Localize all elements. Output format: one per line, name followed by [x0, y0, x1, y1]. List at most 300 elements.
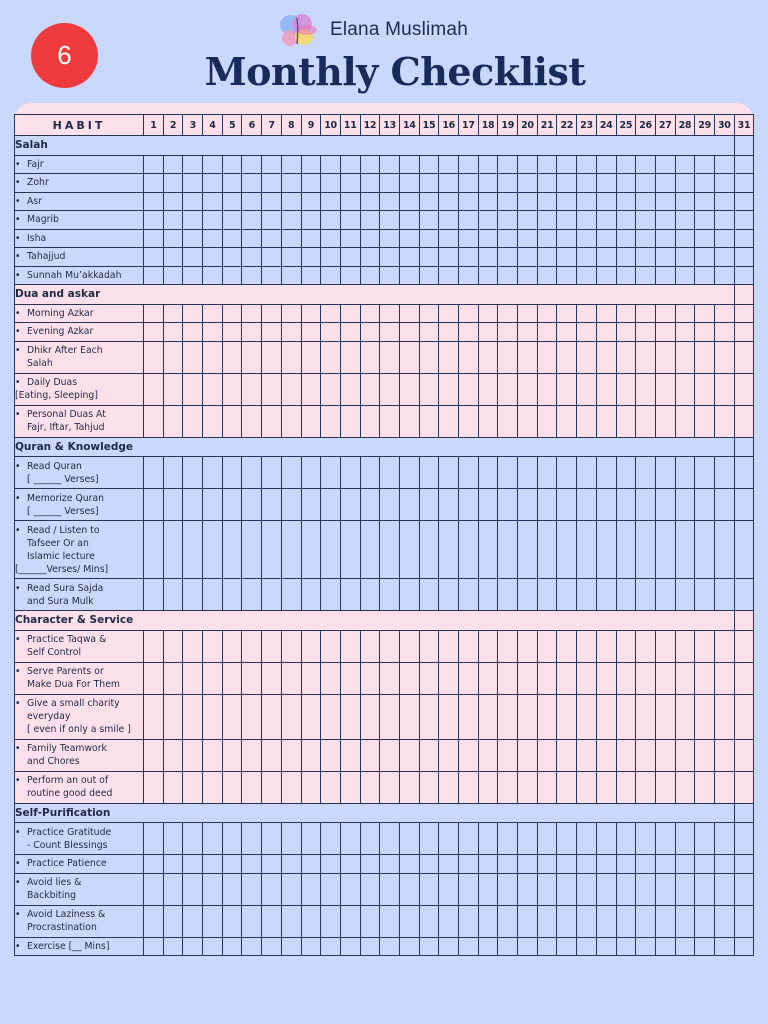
day-checkbox-cell[interactable]: [222, 579, 242, 611]
day-checkbox-cell[interactable]: [262, 771, 282, 803]
day-checkbox-cell[interactable]: [399, 521, 419, 579]
day-checkbox-cell[interactable]: [281, 192, 301, 211]
day-checkbox-cell[interactable]: [675, 489, 695, 521]
day-checkbox-cell[interactable]: [596, 579, 616, 611]
day-checkbox-cell[interactable]: [203, 248, 223, 267]
day-checkbox-cell[interactable]: [203, 662, 223, 694]
day-checkbox-cell[interactable]: [183, 905, 203, 937]
day-checkbox-cell[interactable]: [380, 211, 400, 230]
day-checkbox-cell[interactable]: [498, 662, 518, 694]
day-checkbox-cell[interactable]: [163, 248, 183, 267]
day-checkbox-cell[interactable]: [380, 304, 400, 323]
day-checkbox-cell[interactable]: [577, 771, 597, 803]
day-checkbox-cell[interactable]: [301, 304, 321, 323]
day-checkbox-cell[interactable]: [301, 373, 321, 405]
day-checkbox-cell[interactable]: [380, 662, 400, 694]
day-checkbox-cell[interactable]: [439, 373, 459, 405]
day-checkbox-cell[interactable]: [557, 211, 577, 230]
day-checkbox-cell[interactable]: [399, 304, 419, 323]
day-checkbox-cell[interactable]: [262, 341, 282, 373]
day-checkbox-cell[interactable]: [537, 937, 557, 956]
day-checkbox-cell[interactable]: [281, 662, 301, 694]
day-checkbox-cell[interactable]: [439, 771, 459, 803]
day-checkbox-cell[interactable]: [459, 739, 479, 771]
day-checkbox-cell[interactable]: [301, 937, 321, 956]
day-checkbox-cell[interactable]: [577, 823, 597, 855]
day-checkbox-cell[interactable]: [577, 457, 597, 489]
day-checkbox-cell[interactable]: [183, 937, 203, 956]
day-checkbox-cell[interactable]: [577, 662, 597, 694]
day-checkbox-cell[interactable]: [203, 155, 223, 174]
day-checkbox-cell[interactable]: [596, 457, 616, 489]
day-checkbox-cell[interactable]: [518, 341, 538, 373]
day-checkbox-cell[interactable]: [301, 405, 321, 437]
day-checkbox-cell[interactable]: [734, 192, 754, 211]
day-checkbox-cell[interactable]: [636, 694, 656, 739]
day-checkbox-cell[interactable]: [616, 248, 636, 267]
day-checkbox-cell[interactable]: [655, 905, 675, 937]
day-checkbox-cell[interactable]: [380, 457, 400, 489]
day-checkbox-cell[interactable]: [321, 521, 341, 579]
day-checkbox-cell[interactable]: [262, 266, 282, 285]
day-checkbox-cell[interactable]: [518, 489, 538, 521]
day-checkbox-cell[interactable]: [714, 489, 734, 521]
day-checkbox-cell[interactable]: [557, 662, 577, 694]
day-checkbox-cell[interactable]: [360, 489, 380, 521]
day-checkbox-cell[interactable]: [655, 248, 675, 267]
day-checkbox-cell[interactable]: [203, 694, 223, 739]
day-checkbox-cell[interactable]: [537, 155, 557, 174]
day-checkbox-cell[interactable]: [419, 489, 439, 521]
day-checkbox-cell[interactable]: [281, 489, 301, 521]
day-checkbox-cell[interactable]: [380, 229, 400, 248]
day-checkbox-cell[interactable]: [557, 855, 577, 874]
day-checkbox-cell[interactable]: [360, 155, 380, 174]
day-checkbox-cell[interactable]: [301, 771, 321, 803]
day-checkbox-cell[interactable]: [360, 192, 380, 211]
day-checkbox-cell[interactable]: [734, 304, 754, 323]
day-checkbox-cell[interactable]: [360, 873, 380, 905]
day-checkbox-cell[interactable]: [281, 694, 301, 739]
day-checkbox-cell[interactable]: [459, 630, 479, 662]
day-checkbox-cell[interactable]: [222, 229, 242, 248]
day-checkbox-cell[interactable]: [478, 211, 498, 230]
day-checkbox-cell[interactable]: [459, 373, 479, 405]
day-checkbox-cell[interactable]: [518, 192, 538, 211]
day-checkbox-cell[interactable]: [262, 905, 282, 937]
day-checkbox-cell[interactable]: [459, 304, 479, 323]
day-checkbox-cell[interactable]: [537, 405, 557, 437]
day-checkbox-cell[interactable]: [242, 174, 262, 193]
day-checkbox-cell[interactable]: [321, 771, 341, 803]
day-checkbox-cell[interactable]: [577, 521, 597, 579]
day-checkbox-cell[interactable]: [577, 155, 597, 174]
day-checkbox-cell[interactable]: [144, 174, 164, 193]
day-checkbox-cell[interactable]: [714, 694, 734, 739]
day-checkbox-cell[interactable]: [577, 192, 597, 211]
day-checkbox-cell[interactable]: [537, 694, 557, 739]
day-checkbox-cell[interactable]: [262, 662, 282, 694]
day-checkbox-cell[interactable]: [695, 521, 715, 579]
day-checkbox-cell[interactable]: [281, 248, 301, 267]
day-checkbox-cell[interactable]: [655, 873, 675, 905]
day-checkbox-cell[interactable]: [655, 266, 675, 285]
day-checkbox-cell[interactable]: [695, 266, 715, 285]
day-checkbox-cell[interactable]: [439, 739, 459, 771]
day-checkbox-cell[interactable]: [399, 579, 419, 611]
day-checkbox-cell[interactable]: [144, 405, 164, 437]
day-checkbox-cell[interactable]: [419, 373, 439, 405]
day-checkbox-cell[interactable]: [537, 192, 557, 211]
day-checkbox-cell[interactable]: [380, 905, 400, 937]
day-checkbox-cell[interactable]: [360, 304, 380, 323]
day-checkbox-cell[interactable]: [340, 873, 360, 905]
day-checkbox-cell[interactable]: [636, 155, 656, 174]
day-checkbox-cell[interactable]: [183, 823, 203, 855]
day-checkbox-cell[interactable]: [183, 323, 203, 342]
day-checkbox-cell[interactable]: [360, 630, 380, 662]
day-checkbox-cell[interactable]: [360, 855, 380, 874]
day-checkbox-cell[interactable]: [478, 771, 498, 803]
day-checkbox-cell[interactable]: [695, 192, 715, 211]
day-checkbox-cell[interactable]: [380, 521, 400, 579]
day-checkbox-cell[interactable]: [301, 155, 321, 174]
day-checkbox-cell[interactable]: [183, 457, 203, 489]
day-checkbox-cell[interactable]: [596, 739, 616, 771]
day-checkbox-cell[interactable]: [262, 694, 282, 739]
day-checkbox-cell[interactable]: [242, 905, 262, 937]
day-checkbox-cell[interactable]: [340, 937, 360, 956]
day-checkbox-cell[interactable]: [498, 694, 518, 739]
day-checkbox-cell[interactable]: [459, 855, 479, 874]
day-checkbox-cell[interactable]: [498, 771, 518, 803]
day-checkbox-cell[interactable]: [655, 521, 675, 579]
day-checkbox-cell[interactable]: [498, 304, 518, 323]
day-checkbox-cell[interactable]: [596, 323, 616, 342]
day-checkbox-cell[interactable]: [478, 855, 498, 874]
day-checkbox-cell[interactable]: [655, 855, 675, 874]
day-checkbox-cell[interactable]: [636, 457, 656, 489]
day-checkbox-cell[interactable]: [203, 739, 223, 771]
day-checkbox-cell[interactable]: [439, 937, 459, 956]
day-checkbox-cell[interactable]: [439, 489, 459, 521]
day-checkbox-cell[interactable]: [695, 739, 715, 771]
day-checkbox-cell[interactable]: [163, 905, 183, 937]
day-checkbox-cell[interactable]: [144, 521, 164, 579]
day-checkbox-cell[interactable]: [459, 521, 479, 579]
day-checkbox-cell[interactable]: [537, 521, 557, 579]
day-checkbox-cell[interactable]: [459, 192, 479, 211]
day-checkbox-cell[interactable]: [596, 771, 616, 803]
day-checkbox-cell[interactable]: [183, 211, 203, 230]
day-checkbox-cell[interactable]: [439, 823, 459, 855]
day-checkbox-cell[interactable]: [321, 873, 341, 905]
day-checkbox-cell[interactable]: [399, 694, 419, 739]
day-checkbox-cell[interactable]: [144, 873, 164, 905]
day-checkbox-cell[interactable]: [498, 405, 518, 437]
day-checkbox-cell[interactable]: [281, 905, 301, 937]
day-checkbox-cell[interactable]: [616, 373, 636, 405]
day-checkbox-cell[interactable]: [714, 662, 734, 694]
day-checkbox-cell[interactable]: [655, 192, 675, 211]
day-checkbox-cell[interactable]: [222, 855, 242, 874]
day-checkbox-cell[interactable]: [498, 192, 518, 211]
day-checkbox-cell[interactable]: [242, 373, 262, 405]
day-checkbox-cell[interactable]: [203, 192, 223, 211]
day-checkbox-cell[interactable]: [183, 694, 203, 739]
day-checkbox-cell[interactable]: [321, 373, 341, 405]
day-checkbox-cell[interactable]: [655, 823, 675, 855]
day-checkbox-cell[interactable]: [498, 457, 518, 489]
day-checkbox-cell[interactable]: [439, 229, 459, 248]
day-checkbox-cell[interactable]: [714, 174, 734, 193]
day-checkbox-cell[interactable]: [636, 373, 656, 405]
day-checkbox-cell[interactable]: [222, 174, 242, 193]
day-checkbox-cell[interactable]: [439, 630, 459, 662]
day-checkbox-cell[interactable]: [419, 266, 439, 285]
day-checkbox-cell[interactable]: [616, 905, 636, 937]
day-checkbox-cell[interactable]: [478, 905, 498, 937]
day-checkbox-cell[interactable]: [537, 873, 557, 905]
day-checkbox-cell[interactable]: [439, 174, 459, 193]
day-checkbox-cell[interactable]: [262, 405, 282, 437]
day-checkbox-cell[interactable]: [636, 323, 656, 342]
day-checkbox-cell[interactable]: [399, 739, 419, 771]
day-checkbox-cell[interactable]: [321, 905, 341, 937]
day-checkbox-cell[interactable]: [557, 739, 577, 771]
day-checkbox-cell[interactable]: [537, 771, 557, 803]
day-checkbox-cell[interactable]: [734, 405, 754, 437]
day-checkbox-cell[interactable]: [518, 155, 538, 174]
day-checkbox-cell[interactable]: [498, 521, 518, 579]
day-checkbox-cell[interactable]: [203, 229, 223, 248]
day-checkbox-cell[interactable]: [557, 823, 577, 855]
day-checkbox-cell[interactable]: [655, 229, 675, 248]
day-checkbox-cell[interactable]: [734, 323, 754, 342]
day-checkbox-cell[interactable]: [183, 405, 203, 437]
day-checkbox-cell[interactable]: [360, 341, 380, 373]
day-checkbox-cell[interactable]: [222, 905, 242, 937]
day-checkbox-cell[interactable]: [360, 739, 380, 771]
day-checkbox-cell[interactable]: [321, 630, 341, 662]
day-checkbox-cell[interactable]: [616, 579, 636, 611]
day-checkbox-cell[interactable]: [360, 174, 380, 193]
day-checkbox-cell[interactable]: [537, 266, 557, 285]
day-checkbox-cell[interactable]: [340, 155, 360, 174]
day-checkbox-cell[interactable]: [163, 823, 183, 855]
day-checkbox-cell[interactable]: [714, 323, 734, 342]
day-checkbox-cell[interactable]: [203, 323, 223, 342]
day-checkbox-cell[interactable]: [695, 248, 715, 267]
day-checkbox-cell[interactable]: [695, 229, 715, 248]
day-checkbox-cell[interactable]: [163, 373, 183, 405]
day-checkbox-cell[interactable]: [557, 694, 577, 739]
day-checkbox-cell[interactable]: [380, 174, 400, 193]
day-checkbox-cell[interactable]: [695, 323, 715, 342]
day-checkbox-cell[interactable]: [360, 373, 380, 405]
day-checkbox-cell[interactable]: [734, 579, 754, 611]
day-checkbox-cell[interactable]: [675, 662, 695, 694]
day-checkbox-cell[interactable]: [242, 405, 262, 437]
day-checkbox-cell[interactable]: [557, 266, 577, 285]
day-checkbox-cell[interactable]: [340, 579, 360, 611]
day-checkbox-cell[interactable]: [518, 229, 538, 248]
day-checkbox-cell[interactable]: [321, 304, 341, 323]
day-checkbox-cell[interactable]: [675, 266, 695, 285]
day-checkbox-cell[interactable]: [557, 174, 577, 193]
day-checkbox-cell[interactable]: [636, 521, 656, 579]
day-checkbox-cell[interactable]: [518, 739, 538, 771]
day-checkbox-cell[interactable]: [695, 489, 715, 521]
day-checkbox-cell[interactable]: [518, 873, 538, 905]
day-checkbox-cell[interactable]: [340, 211, 360, 230]
day-checkbox-cell[interactable]: [714, 341, 734, 373]
day-checkbox-cell[interactable]: [655, 694, 675, 739]
day-checkbox-cell[interactable]: [144, 304, 164, 323]
day-checkbox-cell[interactable]: [399, 405, 419, 437]
day-checkbox-cell[interactable]: [419, 405, 439, 437]
day-checkbox-cell[interactable]: [222, 662, 242, 694]
day-checkbox-cell[interactable]: [577, 405, 597, 437]
day-checkbox-cell[interactable]: [478, 192, 498, 211]
day-checkbox-cell[interactable]: [714, 211, 734, 230]
day-checkbox-cell[interactable]: [360, 266, 380, 285]
day-checkbox-cell[interactable]: [537, 457, 557, 489]
day-checkbox-cell[interactable]: [419, 229, 439, 248]
day-checkbox-cell[interactable]: [557, 937, 577, 956]
day-checkbox-cell[interactable]: [380, 373, 400, 405]
day-checkbox-cell[interactable]: [714, 457, 734, 489]
day-checkbox-cell[interactable]: [655, 937, 675, 956]
day-checkbox-cell[interactable]: [675, 304, 695, 323]
day-checkbox-cell[interactable]: [655, 771, 675, 803]
day-checkbox-cell[interactable]: [360, 211, 380, 230]
day-checkbox-cell[interactable]: [419, 174, 439, 193]
day-checkbox-cell[interactable]: [222, 521, 242, 579]
day-checkbox-cell[interactable]: [301, 211, 321, 230]
day-checkbox-cell[interactable]: [498, 155, 518, 174]
day-checkbox-cell[interactable]: [183, 489, 203, 521]
day-checkbox-cell[interactable]: [203, 266, 223, 285]
day-checkbox-cell[interactable]: [498, 823, 518, 855]
day-checkbox-cell[interactable]: [144, 823, 164, 855]
day-checkbox-cell[interactable]: [478, 873, 498, 905]
day-checkbox-cell[interactable]: [498, 739, 518, 771]
day-checkbox-cell[interactable]: [222, 630, 242, 662]
day-checkbox-cell[interactable]: [183, 304, 203, 323]
day-checkbox-cell[interactable]: [222, 211, 242, 230]
day-checkbox-cell[interactable]: [537, 229, 557, 248]
day-checkbox-cell[interactable]: [478, 155, 498, 174]
day-checkbox-cell[interactable]: [183, 248, 203, 267]
day-checkbox-cell[interactable]: [380, 192, 400, 211]
day-checkbox-cell[interactable]: [557, 304, 577, 323]
day-checkbox-cell[interactable]: [399, 630, 419, 662]
day-checkbox-cell[interactable]: [557, 489, 577, 521]
day-checkbox-cell[interactable]: [419, 304, 439, 323]
day-checkbox-cell[interactable]: [498, 174, 518, 193]
day-checkbox-cell[interactable]: [439, 855, 459, 874]
day-checkbox-cell[interactable]: [636, 266, 656, 285]
day-checkbox-cell[interactable]: [577, 248, 597, 267]
day-checkbox-cell[interactable]: [695, 823, 715, 855]
day-checkbox-cell[interactable]: [399, 192, 419, 211]
day-checkbox-cell[interactable]: [616, 771, 636, 803]
day-checkbox-cell[interactable]: [419, 771, 439, 803]
day-checkbox-cell[interactable]: [734, 211, 754, 230]
day-checkbox-cell[interactable]: [557, 323, 577, 342]
day-checkbox-cell[interactable]: [518, 823, 538, 855]
day-checkbox-cell[interactable]: [321, 739, 341, 771]
day-checkbox-cell[interactable]: [695, 405, 715, 437]
day-checkbox-cell[interactable]: [222, 155, 242, 174]
day-checkbox-cell[interactable]: [399, 937, 419, 956]
day-checkbox-cell[interactable]: [675, 248, 695, 267]
day-checkbox-cell[interactable]: [380, 323, 400, 342]
day-checkbox-cell[interactable]: [734, 855, 754, 874]
day-checkbox-cell[interactable]: [734, 630, 754, 662]
day-checkbox-cell[interactable]: [675, 174, 695, 193]
day-checkbox-cell[interactable]: [695, 694, 715, 739]
day-checkbox-cell[interactable]: [340, 266, 360, 285]
day-checkbox-cell[interactable]: [222, 248, 242, 267]
day-checkbox-cell[interactable]: [636, 229, 656, 248]
day-checkbox-cell[interactable]: [321, 457, 341, 489]
day-checkbox-cell[interactable]: [439, 155, 459, 174]
day-checkbox-cell[interactable]: [203, 174, 223, 193]
day-checkbox-cell[interactable]: [419, 211, 439, 230]
day-checkbox-cell[interactable]: [518, 694, 538, 739]
day-checkbox-cell[interactable]: [518, 174, 538, 193]
day-checkbox-cell[interactable]: [144, 229, 164, 248]
day-checkbox-cell[interactable]: [439, 192, 459, 211]
day-checkbox-cell[interactable]: [518, 405, 538, 437]
day-checkbox-cell[interactable]: [222, 405, 242, 437]
day-checkbox-cell[interactable]: [380, 694, 400, 739]
day-checkbox-cell[interactable]: [183, 341, 203, 373]
day-checkbox-cell[interactable]: [242, 457, 262, 489]
day-checkbox-cell[interactable]: [498, 579, 518, 611]
day-checkbox-cell[interactable]: [655, 579, 675, 611]
day-checkbox-cell[interactable]: [242, 823, 262, 855]
day-checkbox-cell[interactable]: [242, 304, 262, 323]
day-checkbox-cell[interactable]: [163, 873, 183, 905]
day-checkbox-cell[interactable]: [518, 905, 538, 937]
day-checkbox-cell[interactable]: [163, 694, 183, 739]
day-checkbox-cell[interactable]: [616, 521, 636, 579]
day-checkbox-cell[interactable]: [439, 873, 459, 905]
day-checkbox-cell[interactable]: [459, 694, 479, 739]
day-checkbox-cell[interactable]: [380, 771, 400, 803]
day-checkbox-cell[interactable]: [262, 155, 282, 174]
day-checkbox-cell[interactable]: [262, 739, 282, 771]
day-checkbox-cell[interactable]: [695, 155, 715, 174]
day-checkbox-cell[interactable]: [459, 937, 479, 956]
day-checkbox-cell[interactable]: [163, 229, 183, 248]
day-checkbox-cell[interactable]: [655, 304, 675, 323]
day-checkbox-cell[interactable]: [459, 174, 479, 193]
day-checkbox-cell[interactable]: [459, 489, 479, 521]
day-checkbox-cell[interactable]: [616, 304, 636, 323]
day-checkbox-cell[interactable]: [144, 489, 164, 521]
day-checkbox-cell[interactable]: [183, 373, 203, 405]
day-checkbox-cell[interactable]: [321, 855, 341, 874]
day-checkbox-cell[interactable]: [655, 211, 675, 230]
day-checkbox-cell[interactable]: [518, 579, 538, 611]
day-checkbox-cell[interactable]: [655, 739, 675, 771]
day-checkbox-cell[interactable]: [478, 304, 498, 323]
day-checkbox-cell[interactable]: [734, 341, 754, 373]
